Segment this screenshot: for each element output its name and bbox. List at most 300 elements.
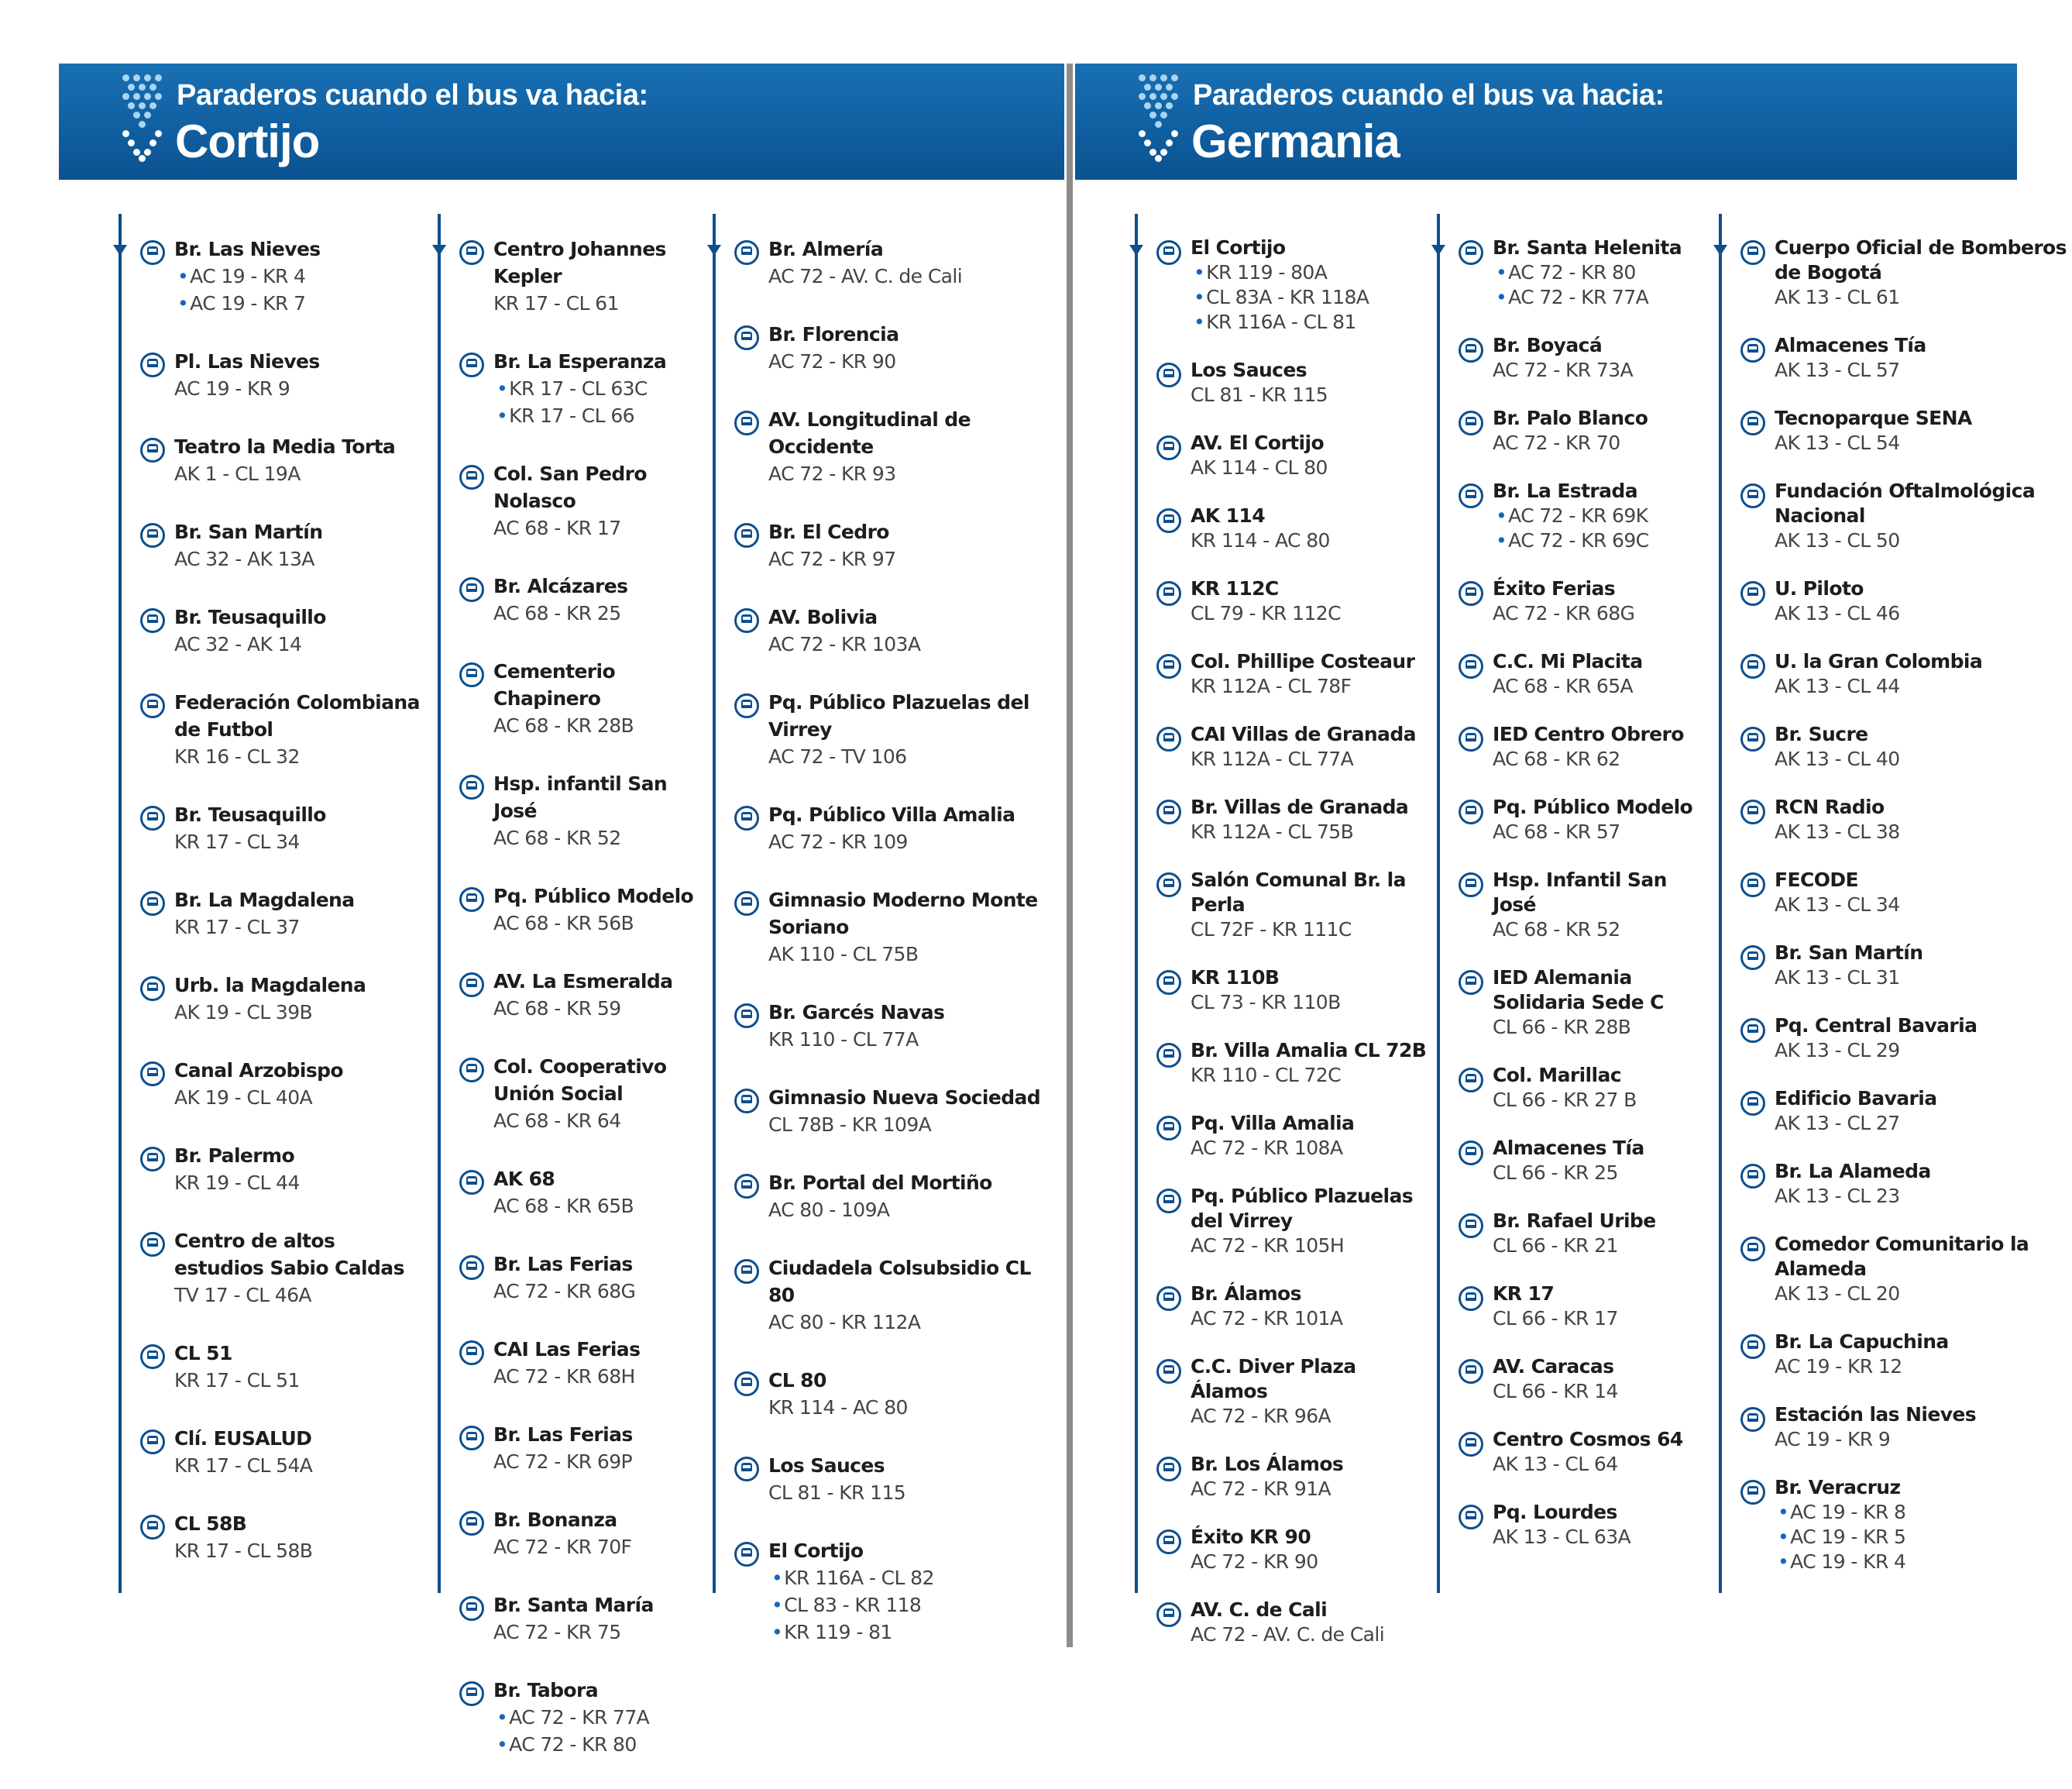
stop-address: KR 112A - CL 78F	[1191, 675, 1352, 697]
stop-name: Br. La Capuchina	[1775, 1330, 1949, 1353]
stop-name: El Cortijo	[768, 1540, 864, 1562]
stop-address: • AC 19 - KR 8	[1775, 1500, 2072, 1525]
stop-address: AC 32 - AK 14	[174, 633, 302, 655]
stop-address: CL 66 - KR 25	[1493, 1161, 1618, 1184]
bus-icon	[1740, 727, 1765, 752]
stop-name: Pq. Villa Amalia	[1191, 1112, 1355, 1134]
bus-icon	[734, 1003, 759, 1028]
bus-stop	[734, 1084, 1053, 1138]
stop-address: TV 17 - CL 46A	[174, 1284, 311, 1306]
bus-stop	[1156, 868, 1433, 942]
stop-address: AK 13 - CL 46	[1775, 602, 1900, 624]
bus-stop	[140, 1057, 428, 1111]
bus-icon	[1156, 1189, 1181, 1213]
stop-address: • AC 19 - KR 4	[1775, 1550, 2072, 1574]
header-subtitle: Paraderos cuando el bus va hacia:	[177, 79, 648, 112]
stop-address: CL 66 - KR 28B	[1493, 1016, 1631, 1038]
stop-name: CL 58B	[174, 1512, 247, 1535]
bus-icon	[1459, 970, 1483, 995]
bus-stop	[734, 1452, 1053, 1506]
bus-stop	[734, 236, 1053, 290]
bus-stop	[1156, 965, 1433, 1015]
bus-stop	[1740, 1159, 2072, 1209]
bus-stop	[1740, 795, 2072, 845]
stop-name: Br. Rafael Uribe	[1493, 1209, 1656, 1232]
stop-address: • KR 119 - 81	[768, 1619, 1053, 1646]
bus-stop	[734, 1169, 1053, 1223]
bus-stop	[734, 1367, 1053, 1421]
bus-stop	[1156, 1452, 1433, 1502]
bus-stop	[1156, 1598, 1433, 1647]
bus-stop	[459, 348, 713, 429]
bus-icon	[734, 891, 759, 916]
bus-stop	[734, 886, 1053, 968]
bus-icon	[1740, 581, 1765, 606]
stop-name: Br. Bonanza	[493, 1509, 617, 1531]
bus-icon	[1156, 872, 1181, 897]
bus-icon	[734, 411, 759, 435]
stop-name: Br. Santa María	[493, 1594, 654, 1616]
stop-address: AK 13 - CL 29	[1775, 1039, 1900, 1061]
bus-icon	[734, 1371, 759, 1396]
stop-name: AK 68	[493, 1168, 555, 1190]
bus-stop	[734, 321, 1053, 375]
bus-stop	[1156, 722, 1433, 772]
stop-name: Col. Phillipe Costeaur	[1191, 650, 1415, 673]
bus-stop	[1459, 1354, 1716, 1404]
stop-name: Br. Almería	[768, 238, 884, 260]
stop-address: KR 17 - CL 51	[174, 1369, 300, 1392]
stop-address: AK 19 - CL 40A	[174, 1086, 313, 1109]
direction-arrow-icon	[1431, 245, 1445, 256]
direction-arrow-icon	[113, 245, 127, 256]
stop-address: KR 17 - CL 37	[174, 916, 300, 938]
stop-name: AV. Caracas	[1493, 1355, 1614, 1378]
bus-stop	[1156, 1525, 1433, 1574]
stop-address: AC 72 - KR 68G	[1493, 602, 1635, 624]
stop-name: AV. Bolivia	[768, 606, 878, 628]
stop-address: CL 66 - KR 21	[1493, 1234, 1618, 1257]
stop-address: • AC 72 - KR 69K	[1493, 504, 1716, 528]
bus-stop	[1459, 1209, 1716, 1258]
stop-address: • AC 72 - KR 77A	[493, 1704, 713, 1731]
bus-stop	[140, 972, 428, 1026]
bus-stop	[140, 604, 428, 658]
stop-name: Fundación Oftalmológica Nacional	[1775, 480, 2036, 527]
bus-icon	[734, 523, 759, 548]
stop-name: AK 114	[1191, 504, 1266, 527]
stop-name: Centro Cosmos 64	[1493, 1428, 1683, 1450]
header-title: Germania	[1191, 115, 1400, 167]
bus-icon	[1459, 1359, 1483, 1384]
stop-address: CL 72F - KR 111C	[1191, 918, 1352, 941]
bus-icon	[1459, 1213, 1483, 1238]
bus-stop	[140, 1227, 428, 1309]
bus-stop	[1459, 576, 1716, 626]
stop-address: • AC 72 - KR 69C	[1493, 528, 1716, 553]
bus-stop	[1740, 1475, 2072, 1574]
stop-name: Los Sauces	[768, 1454, 885, 1477]
stop-name: Br. Tabora	[493, 1679, 598, 1701]
stop-name: Br. Álamos	[1191, 1282, 1301, 1305]
bus-icon	[1459, 411, 1483, 435]
stop-address: KR 112A - CL 77A	[1191, 748, 1354, 770]
stop-name: Br. La Alameda	[1775, 1160, 1931, 1182]
bus-icon	[459, 240, 484, 265]
bus-icon	[1459, 872, 1483, 897]
stop-address: CL 66 - KR 17	[1493, 1307, 1618, 1330]
bus-stop	[734, 999, 1053, 1053]
stop-address: AC 72 - KR 103A	[768, 633, 921, 655]
stop-name: Br. San Martín	[174, 521, 323, 543]
stop-address: AC 80 - 109A	[768, 1199, 890, 1221]
bus-icon	[1156, 240, 1181, 265]
panel-germania	[1073, 0, 2072, 1647]
stop-address: CL 78B - KR 109A	[768, 1113, 932, 1136]
header-subtitle: Paraderos cuando el bus va hacia:	[1193, 79, 1665, 112]
stop-address: • KR 17 - CL 63C	[493, 375, 713, 402]
stop-address: • KR 17 - CL 66	[493, 402, 713, 429]
stop-address: CL 66 - KR 14	[1493, 1380, 1618, 1402]
stop-address: CL 81 - KR 115	[1191, 384, 1328, 406]
bus-stop	[1740, 236, 2072, 310]
bus-stop	[734, 1537, 1053, 1646]
bus-icon	[459, 1170, 484, 1195]
bus-stop	[1459, 722, 1716, 772]
bus-icon	[459, 887, 484, 912]
stop-name: Col. San Pedro Nolasco	[493, 463, 647, 512]
stop-address: AC 68 - KR 52	[493, 827, 621, 849]
bus-icon	[734, 1457, 759, 1481]
bus-stop	[1459, 649, 1716, 699]
stop-name: Br. Teusaquillo	[174, 606, 326, 628]
stop-address: • AC 72 - KR 80	[493, 1731, 713, 1758]
stop-address: AC 72 - KR 90	[1191, 1550, 1318, 1573]
route-line	[1437, 214, 1440, 1593]
bus-icon	[140, 1429, 165, 1454]
stop-name: Estación las Nieves	[1775, 1403, 1977, 1426]
bus-stop	[459, 658, 713, 739]
bus-stop	[1459, 1063, 1716, 1113]
panel-divider	[1067, 64, 1073, 1647]
stop-address: AC 72 - KR 68H	[493, 1365, 635, 1388]
bus-icon	[1156, 727, 1181, 752]
bus-icon	[140, 240, 165, 265]
stops-column-2	[1437, 214, 1716, 1593]
bus-stop	[459, 1053, 713, 1134]
stop-name: Br. El Cedro	[768, 521, 889, 543]
bus-icon	[734, 1259, 759, 1284]
bus-icon	[1156, 435, 1181, 460]
stop-name: Federación Colombiana de Futbol	[174, 691, 420, 741]
bus-icon	[1740, 1018, 1765, 1043]
stop-address: • AC 19 - KR 7	[174, 290, 428, 317]
stop-name: Br. Santa Helenita	[1493, 236, 1682, 259]
bus-icon	[1156, 1043, 1181, 1068]
stop-name: Br. Palermo	[174, 1144, 295, 1167]
stop-address: AC 19 - KR 12	[1775, 1355, 1902, 1378]
stop-name: Cementerio Chapinero	[493, 660, 616, 710]
stops-column-2	[438, 214, 713, 1756]
stop-name: KR 17	[1493, 1282, 1555, 1305]
stop-name: Br. Villas de Granada	[1191, 796, 1409, 818]
bus-stop	[140, 518, 428, 573]
bus-icon	[1740, 411, 1765, 435]
bus-stop	[1156, 576, 1433, 626]
route-line	[438, 214, 441, 1593]
stop-name: Br. La Magdalena	[174, 889, 355, 911]
bus-icon	[1740, 1480, 1765, 1505]
stop-address: AC 72 - KR 70	[1493, 432, 1620, 454]
bus-icon	[459, 1255, 484, 1280]
bus-icon	[1459, 1140, 1483, 1165]
stop-name: Br. Villa Amalia CL 72B	[1191, 1039, 1427, 1061]
bus-stop	[734, 1254, 1053, 1336]
direction-arrow-icon	[1713, 245, 1727, 256]
bus-icon	[459, 353, 484, 377]
stop-name: RCN Radio	[1775, 796, 1885, 818]
stop-address: AK 13 - CL 27	[1775, 1112, 1900, 1134]
stops-column-1	[1135, 214, 1433, 1646]
stop-name: Salón Comunal Br. la Perla	[1191, 869, 1406, 916]
stop-name: Br. Alcázares	[493, 575, 628, 597]
stop-name: Gimnasio Moderno Monte Soriano	[768, 889, 1038, 938]
bus-stop	[140, 801, 428, 855]
stop-name: Tecnoparque SENA	[1775, 407, 1972, 429]
stop-address: AC 72 - KR 96A	[1191, 1405, 1332, 1427]
bus-stop	[459, 1251, 713, 1305]
stop-name: Edificio Bavaria	[1775, 1087, 1937, 1110]
stop-address: • AC 72 - KR 77A	[1493, 285, 1716, 310]
stop-address: AK 13 - CL 57	[1775, 359, 1900, 381]
stop-address: AK 13 - CL 64	[1493, 1453, 1618, 1475]
bus-stop	[1459, 1282, 1716, 1331]
bus-stop	[734, 406, 1053, 487]
stop-address: AK 110 - CL 75B	[768, 943, 919, 965]
direction-arrow-icon	[432, 245, 446, 256]
stops-column-1	[119, 214, 428, 1593]
stop-address: AC 19 - KR 9	[174, 377, 290, 400]
bus-icon	[1459, 654, 1483, 679]
stop-address: AK 19 - CL 39B	[174, 1001, 313, 1024]
stop-address: AC 68 - KR 65B	[493, 1195, 634, 1217]
bus-icon	[1459, 1505, 1483, 1529]
bus-stop	[1459, 1136, 1716, 1185]
bus-stop	[140, 1142, 428, 1196]
bus-stop	[1156, 649, 1433, 699]
bus-icon	[140, 693, 165, 718]
stop-name: FECODE	[1775, 869, 1858, 891]
stop-name: Ciudadela Colsubsidio CL 80	[768, 1257, 1031, 1306]
bus-icon	[140, 1061, 165, 1086]
bus-icon	[140, 976, 165, 1001]
bus-stop	[1156, 795, 1433, 845]
header-title: Cortijo	[175, 115, 320, 167]
bus-stop	[459, 1165, 713, 1220]
stop-name: Br. Portal del Mortiño	[768, 1171, 992, 1194]
bus-stop	[140, 433, 428, 487]
bus-stop	[140, 886, 428, 941]
bus-stop	[1459, 965, 1716, 1040]
bus-icon	[459, 662, 484, 687]
stop-name: AV. Longitudinal de Occidente	[768, 408, 971, 458]
transit-logo-icon	[122, 74, 166, 161]
bus-icon	[140, 891, 165, 916]
stop-name: CL 80	[768, 1369, 826, 1392]
bus-stop	[140, 236, 428, 317]
bus-icon	[1740, 1407, 1765, 1432]
stops-column-3	[1719, 214, 2072, 1593]
stop-name: CAI Las Ferias	[493, 1338, 641, 1361]
stop-address: CL 73 - KR 110B	[1191, 991, 1341, 1013]
stop-address: AC 68 - KR 59	[493, 997, 621, 1020]
stop-name: U. la Gran Colombia	[1775, 650, 1983, 673]
stop-address: AC 72 - KR 69P	[493, 1450, 632, 1473]
bus-icon	[459, 775, 484, 800]
stop-address: AC 72 - KR 91A	[1191, 1478, 1332, 1500]
bus-stop	[1459, 1500, 1716, 1550]
stop-address: AK 114 - CL 80	[1191, 456, 1328, 479]
stop-name: Pq. Público Plazuelas del Virrey	[1191, 1185, 1414, 1232]
bus-icon	[1740, 1164, 1765, 1189]
bus-stop	[459, 1421, 713, 1475]
bus-stop	[140, 689, 428, 770]
header-germania	[1075, 64, 2017, 180]
bus-stop	[1740, 868, 2072, 917]
bus-icon	[1156, 800, 1181, 824]
bus-icon	[734, 240, 759, 265]
stop-name: Br. La Estrada	[1493, 480, 1637, 502]
bus-stop	[1156, 504, 1433, 553]
stop-address: KR 16 - CL 32	[174, 745, 300, 768]
stop-address: AC 80 - KR 112A	[768, 1311, 921, 1333]
bus-stop	[459, 770, 713, 851]
bus-icon	[459, 577, 484, 602]
bus-stop	[1156, 1038, 1433, 1088]
bus-icon	[140, 438, 165, 463]
stop-address: • CL 83 - KR 118	[768, 1591, 1053, 1619]
stop-name: Br. Las Ferias	[493, 1253, 633, 1275]
bus-icon	[734, 608, 759, 633]
bus-stop	[734, 518, 1053, 573]
stop-name: IED Alemania Solidaria Sede C	[1493, 966, 1664, 1013]
stop-address: KR 112A - CL 75B	[1191, 821, 1354, 843]
bus-icon	[734, 1174, 759, 1199]
stop-address: AC 68 - KR 62	[1493, 748, 1620, 770]
stop-name: Almacenes Tía	[1493, 1137, 1644, 1159]
bus-stop	[1459, 479, 1716, 553]
stop-name: AV. El Cortijo	[1191, 432, 1325, 454]
route-line	[713, 214, 716, 1593]
stop-name: Centro Johannes Kepler	[493, 238, 666, 287]
stop-address: AK 13 - CL 38	[1775, 821, 1900, 843]
stop-address: AC 32 - AK 13A	[174, 548, 314, 570]
stop-name: Br. Palo Blanco	[1493, 407, 1648, 429]
bus-stop	[734, 689, 1053, 770]
stop-name: Clí. EUSALUD	[174, 1427, 312, 1450]
stop-name: Teatro la Media Torta	[174, 435, 396, 458]
bus-stop	[1459, 236, 1716, 310]
bus-stop	[459, 236, 713, 317]
bus-icon	[1459, 1432, 1483, 1457]
bus-icon	[1156, 581, 1181, 606]
bus-icon	[459, 1681, 484, 1706]
stop-address: • AC 19 - KR 4	[174, 263, 428, 290]
stop-name: Hsp. infantil San José	[493, 772, 668, 822]
stop-address: CL 79 - KR 112C	[1191, 602, 1341, 624]
bus-stop	[1740, 722, 2072, 772]
stop-address: • KR 119 - 80A	[1191, 260, 1433, 285]
bus-icon	[1740, 1237, 1765, 1261]
bus-stop	[1459, 406, 1716, 456]
header-cortijo	[59, 64, 1064, 180]
bus-stop	[459, 460, 713, 542]
bus-icon	[734, 325, 759, 350]
stop-name: Br. Veracruz	[1775, 1476, 1901, 1498]
bus-icon	[459, 972, 484, 997]
stop-name: Pq. Público Plazuelas del Virrey	[768, 691, 1029, 741]
stop-address: AC 72 - KR 73A	[1493, 359, 1634, 381]
bus-icon	[734, 806, 759, 831]
bus-icon	[734, 1089, 759, 1113]
stop-name: KR 112C	[1191, 577, 1279, 600]
stop-name: Br. Los Álamos	[1191, 1453, 1344, 1475]
stop-name: Pl. Las Nieves	[174, 350, 320, 373]
bus-stop	[1740, 1402, 2072, 1452]
bus-icon	[459, 1511, 484, 1536]
stop-name: Los Sauces	[1191, 359, 1307, 381]
stop-address: AC 72 - KR 93	[768, 463, 896, 485]
stop-name: IED Centro Obrero	[1493, 723, 1684, 745]
bus-stop	[1740, 333, 2072, 383]
bus-stop	[1740, 941, 2072, 990]
bus-stop	[1156, 1354, 1433, 1429]
stop-address: KR 19 - CL 44	[174, 1171, 300, 1194]
bus-icon	[734, 693, 759, 718]
stop-address: AC 68 - KR 64	[493, 1110, 621, 1132]
stop-name: Br. Garcés Navas	[768, 1001, 945, 1024]
stop-name: Pq. Central Bavaria	[1775, 1014, 1978, 1037]
bus-icon	[1459, 800, 1483, 824]
stop-name: Cuerpo Oficial de Bomberos de Bogotá	[1775, 236, 2067, 284]
bus-stop	[1740, 576, 2072, 626]
stop-name: Pq. Lourdes	[1493, 1501, 1617, 1523]
bus-icon	[459, 1340, 484, 1365]
stop-address: AK 13 - CL 50	[1775, 529, 1900, 552]
stop-name: Urb. la Magdalena	[174, 974, 366, 996]
stop-address: AC 72 - KR 105H	[1191, 1234, 1345, 1257]
bus-stop	[1156, 358, 1433, 408]
stop-address: AK 13 - CL 34	[1775, 893, 1900, 916]
transit-logo-icon	[1139, 74, 1182, 161]
stop-name: Pq. Público Modelo	[1493, 796, 1693, 818]
bus-icon	[1156, 1529, 1181, 1554]
stop-address: AK 13 - CL 44	[1775, 675, 1900, 697]
stop-name: Pq. Público Modelo	[493, 885, 694, 907]
stop-address: • KR 116A - CL 82	[768, 1564, 1053, 1591]
bus-icon	[1156, 970, 1181, 995]
bus-icon	[1740, 338, 1765, 363]
bus-icon	[1740, 483, 1765, 508]
bus-icon	[1740, 800, 1765, 824]
stop-name: Éxito KR 90	[1191, 1526, 1311, 1548]
bus-icon	[459, 465, 484, 490]
bus-icon	[1740, 1334, 1765, 1359]
bus-stop	[1459, 333, 1716, 383]
bus-icon	[140, 608, 165, 633]
bus-stop	[1740, 1330, 2072, 1379]
bus-stop	[1740, 479, 2072, 553]
